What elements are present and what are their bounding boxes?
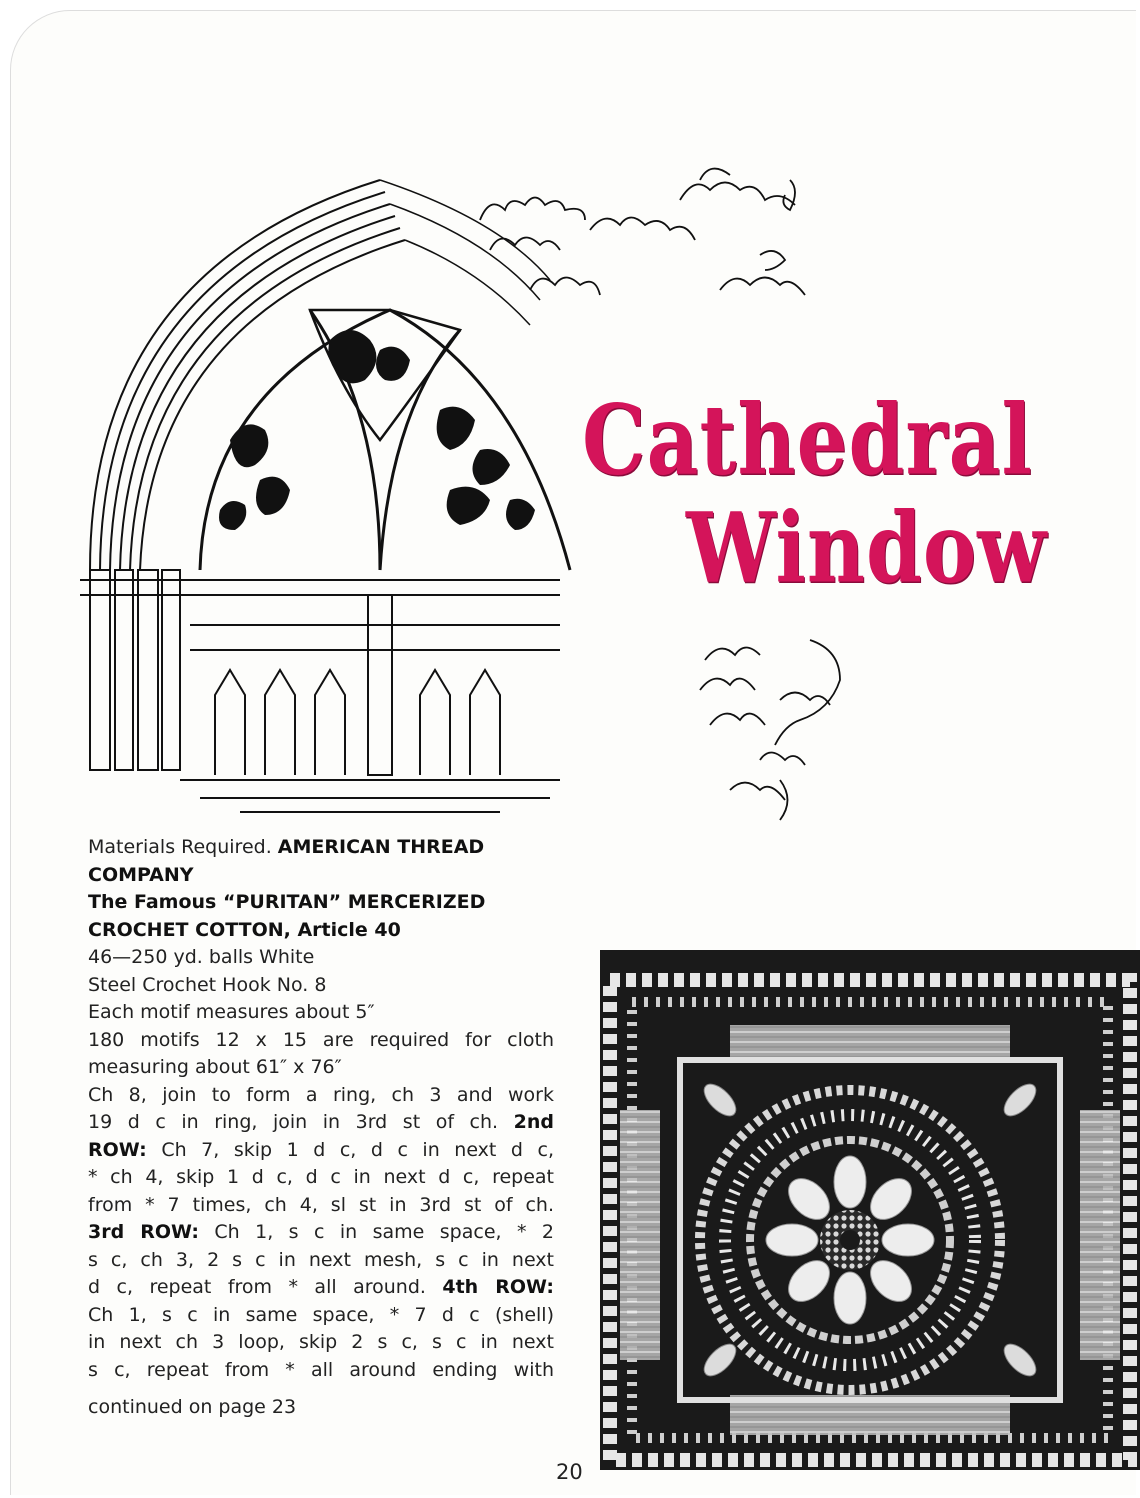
materials-balls: 46—250 yd. balls White	[88, 946, 315, 968]
instruction-line-10: in next ch 3 loop, skip 2 s c, s c in next	[88, 1331, 554, 1353]
materials-line-3	[88, 889, 554, 917]
crochet-motif-photo	[600, 950, 1140, 1470]
materials-motif-size: Each motif measures about 5″	[88, 1001, 375, 1023]
instruction-line-2-text: 19 d c in ring, join in 3rd st of ch.	[88, 1111, 499, 1133]
instruction-line-8	[88, 1274, 554, 1302]
instruction-line-3	[88, 1137, 554, 1165]
instruction-line-4: * ch 4, skip 1 d c, d c in next d c, repeat	[88, 1166, 554, 1188]
product-name-part-1: The Famous “PURITAN” MERCERIZED	[88, 891, 486, 913]
crochet-motif-drawing	[600, 950, 1140, 1470]
instruction-line-9: Ch 1, s c in same space, * 7 d c (shell)	[88, 1303, 554, 1326]
materials-line-1	[88, 834, 554, 862]
title-line-2: Window	[686, 491, 1048, 605]
instruction-line-6-text: Ch 1, s c in same space, * 2	[214, 1221, 555, 1243]
product-name-part-2: CROCHET COTTON, Article 40	[88, 918, 401, 941]
instruction-line-1: Ch 8, join to form a ring, ch 3 and work	[88, 1083, 554, 1106]
row-2-label-part-2: ROW:	[88, 1138, 147, 1161]
leaf-sprig-top-decoration	[470, 160, 830, 330]
title-line-1: Cathedral	[582, 383, 1033, 497]
instructions-text-block	[88, 834, 554, 1384]
instruction-line-2	[88, 1109, 554, 1137]
leaf-sprig-bottom-decoration	[690, 630, 860, 830]
instruction-line-7: s c, ch 3, 2 s c in next mesh, s c in next	[88, 1248, 554, 1271]
instruction-line-11: s c, repeat from * all around ending with	[88, 1358, 554, 1381]
company-name-part-2: COMPANY	[88, 863, 194, 886]
instruction-line-8-text: d c, repeat from * all around.	[88, 1276, 426, 1298]
materials-motifs-line-1: 180 motifs 12 x 15 are required for cloth	[88, 1028, 554, 1051]
materials-motifs-line-2: measuring about 61″ x 76″	[88, 1056, 342, 1078]
instruction-line-6	[88, 1219, 554, 1247]
company-name-part-1: AMERICAN THREAD	[277, 836, 485, 858]
materials-line-4	[88, 917, 554, 945]
materials-line-2	[88, 862, 554, 890]
row-3-label: 3rd ROW:	[88, 1221, 199, 1243]
row-4-label: 4th ROW:	[442, 1276, 554, 1298]
materials-hook: Steel Crochet Hook No. 8	[88, 973, 327, 996]
row-2-label-part-1: 2nd	[513, 1111, 555, 1133]
page-number: 20	[556, 1460, 583, 1484]
continued-note: continued on page 23	[88, 1396, 297, 1418]
materials-intro: Materials Required.	[88, 836, 272, 858]
instruction-line-3-text: Ch 7, skip 1 d c, d c in next d c,	[161, 1138, 554, 1161]
instruction-line-5: from * 7 times, ch 4, sl st in 3rd st of ch.	[88, 1193, 554, 1216]
